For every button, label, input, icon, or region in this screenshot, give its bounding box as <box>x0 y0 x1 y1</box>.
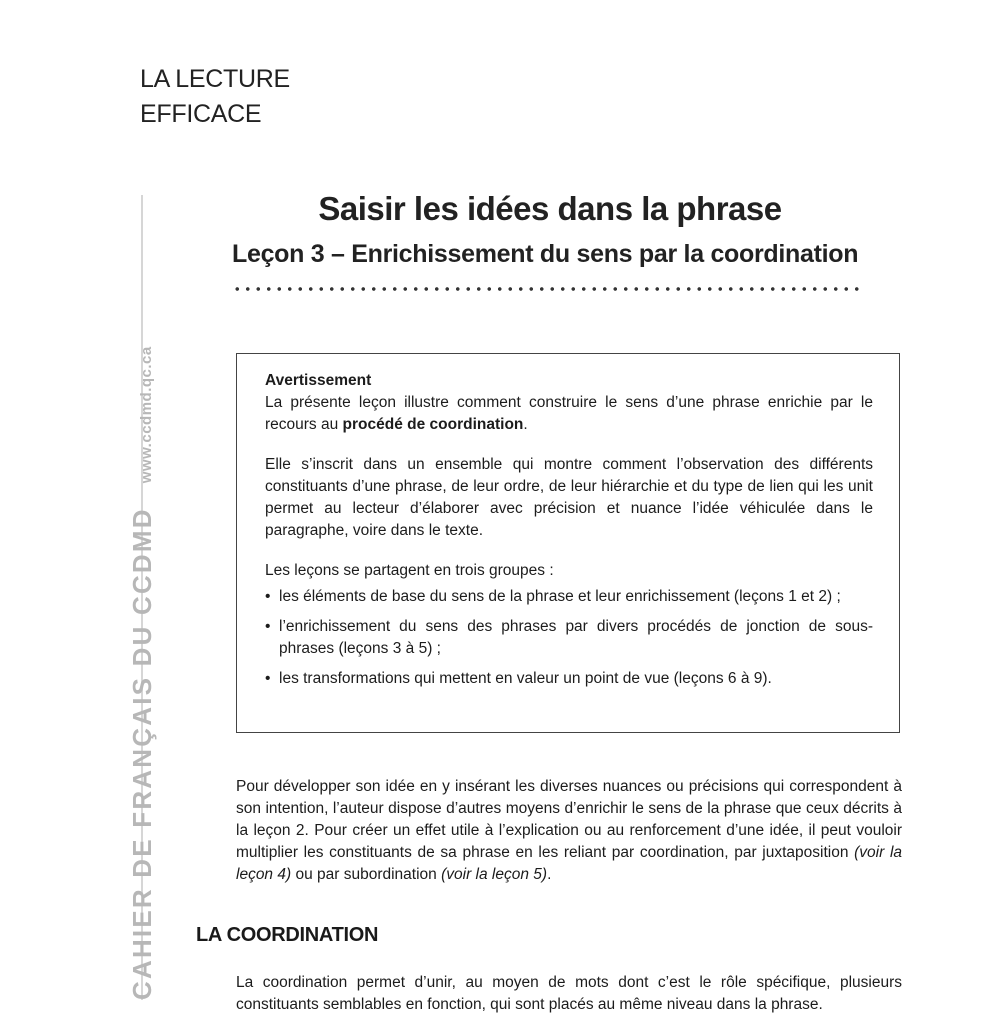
lesson-reference: (voir la leçon 5) <box>441 866 548 883</box>
series-title-line2: EFFICACE <box>140 100 262 128</box>
page-subtitle: Leçon 3 – Enrichissement du sens par la coordination <box>232 240 859 268</box>
lesson-reference: (voir la leçon 4) <box>236 844 903 883</box>
warning-list <box>265 586 873 690</box>
sidebar-vertical-text <box>127 346 158 1000</box>
warning-emphasis: procédé de coordination <box>342 416 524 433</box>
list-item: • l’enrichissement du sens des phrases par divers procédés de jonction de sous-phrases (leçons 3 à 5) ; <box>265 616 873 660</box>
section-paragraph: La coordination permet d’unir, au moyen de mots dont c’est le rôle spécifique, plusieurs constituants semblables en fonction, qui sont placés au même niveau dans la phrase. <box>236 974 902 1013</box>
list-item: • les transformations qui mettent en valeur un point de vue (leçons 6 à 9). <box>265 668 873 690</box>
section-heading: LA COORDINATION <box>196 924 379 946</box>
series-title-line1: LA LECTURE <box>140 65 290 93</box>
sidebar-url: www.ccdmd.qc.ca <box>138 346 155 484</box>
page-title: Saisir les idées dans la phrase <box>318 190 782 227</box>
warning-paragraph-2: Elle s’inscrit dans un ensemble qui montre comment l’observation des différents constituants d’une phrase, de leur ordre, de leur hiérarchie et du type de lien qui les unit permet au lecteur d’élaborer avec précision et nuance l’idée véhiculée dans le paragraphe, voire dans le texte. <box>265 456 873 539</box>
warning-heading: Avertissement <box>265 372 372 389</box>
list-item: • les éléments de base du sens de la phrase et leur enrichissement (leçons 1 et 2) ; <box>265 586 873 608</box>
warning-paragraph-3: Les leçons se partagent en trois groupes : <box>265 562 554 579</box>
series-title <box>140 62 290 132</box>
dotted-divider <box>232 285 864 293</box>
warning-box <box>236 353 900 733</box>
sidebar-brand: CAHIER DE FRANÇAIS DU CCDMD <box>127 507 157 1000</box>
warning-paragraph-1: La présente leçon illustre comment construire le sens d’une phrase enrichie par le recours au procédé de coordination. <box>265 394 873 433</box>
intro-paragraph: Pour développer son idée en y insérant les diverses nuances ou précisions qui correspondent à son intention, l’auteur dispose d’autres moyens d’enrichir le sens de la phrase que ceux décrits à la leçon 2. Pour créer un effet utile à l’explication ou au renforcement d’une idée, il peut vouloir multiplier les constituants de sa phrase en les reliant par coordination, par juxtaposition (voir la leçon 4) ou par subordination (voir la leçon 5). <box>236 778 903 883</box>
